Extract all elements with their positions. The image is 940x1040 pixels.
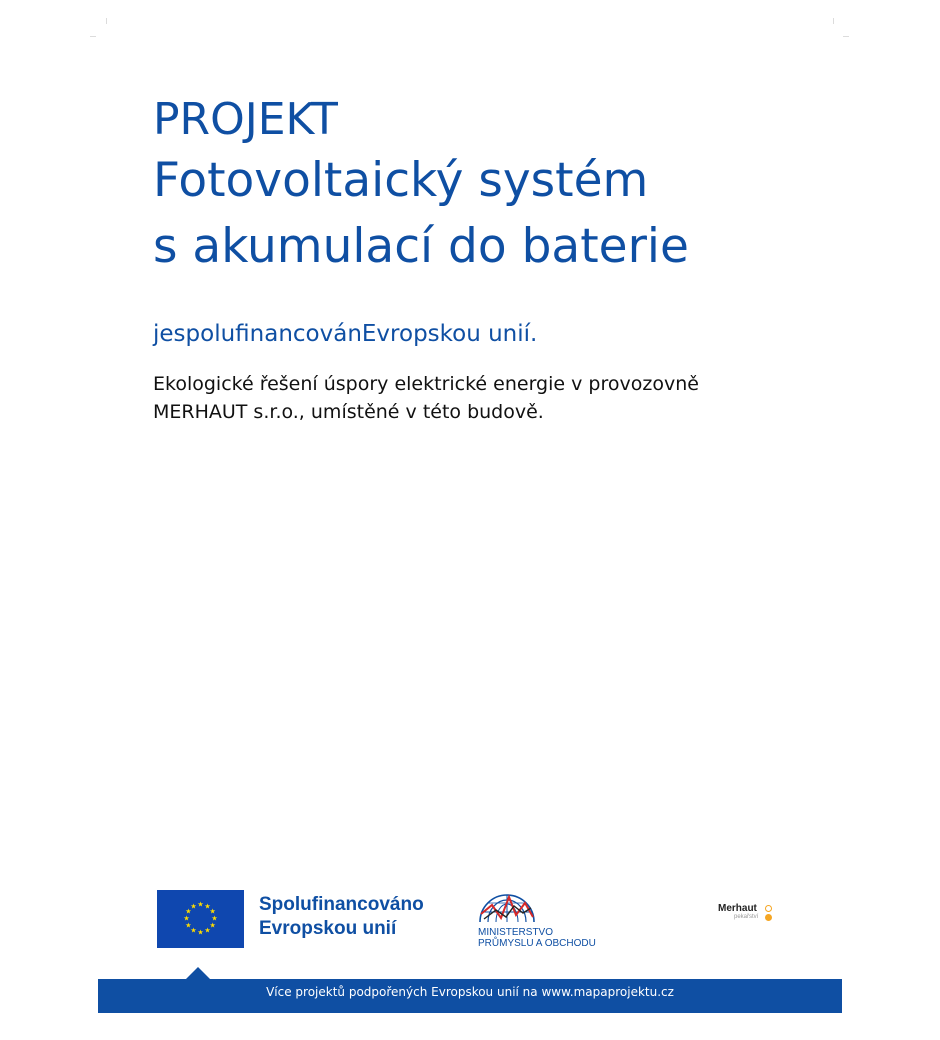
svg-text:★: ★ — [185, 921, 192, 930]
svg-text:★: ★ — [209, 907, 216, 916]
merhaut-logo — [718, 903, 759, 920]
cofinanced-subtitle: jespolufinancovánEvropskou unií. — [153, 321, 538, 347]
merhaut-logo-name: Merhaut — [718, 903, 757, 914]
ministry-label-line-1: MINISTERSTVO — [478, 927, 554, 938]
svg-text:★: ★ — [185, 907, 192, 916]
svg-text:★: ★ — [209, 921, 216, 930]
crop-mark — [843, 36, 849, 37]
project-title — [153, 92, 853, 280]
eu-cofinanced-label — [259, 893, 424, 941]
svg-text:★: ★ — [190, 902, 197, 911]
crop-mark — [833, 18, 834, 24]
footer-text: Více projektů podpořených Evropskou unií na www.mapaprojektu.cz — [266, 985, 674, 999]
title-line-1: PROJEKT — [153, 94, 338, 145]
crop-mark — [106, 18, 107, 24]
crop-mark — [90, 36, 96, 37]
svg-text:★: ★ — [211, 914, 218, 923]
description-line-1: Ekologické řešení úspory elektrické energie v provozovně — [153, 373, 699, 395]
merhaut-ring-icon — [765, 905, 772, 912]
eu-label-line-1: Spolufinancováno — [259, 894, 424, 915]
title-line-3: s akumulací do baterie — [153, 219, 689, 274]
eu-label-line-2: Evropskou unií — [259, 918, 397, 939]
footer-pointer-icon — [186, 967, 210, 979]
merhaut-dot-icon — [765, 914, 772, 921]
svg-text:★: ★ — [190, 926, 197, 935]
eu-flag-icon — [157, 890, 244, 948]
footer-bar — [98, 979, 842, 1013]
svg-text:★: ★ — [183, 914, 190, 923]
svg-text:★: ★ — [197, 928, 204, 937]
title-line-2: Fotovoltaický systém — [153, 153, 649, 208]
ministry-globe-icon — [476, 888, 538, 928]
svg-text:★: ★ — [197, 900, 204, 909]
merhaut-logo-tagline: pekařství — [734, 914, 759, 920]
ministry-label-line-2: PRŮMYSLU A OBCHODU — [478, 938, 596, 949]
project-description — [153, 370, 813, 426]
description-line-2: MERHAUT s.r.o., umístěné v této budově. — [153, 401, 544, 423]
svg-text:★: ★ — [204, 902, 211, 911]
svg-text:★: ★ — [204, 926, 211, 935]
ministry-label — [478, 927, 596, 949]
